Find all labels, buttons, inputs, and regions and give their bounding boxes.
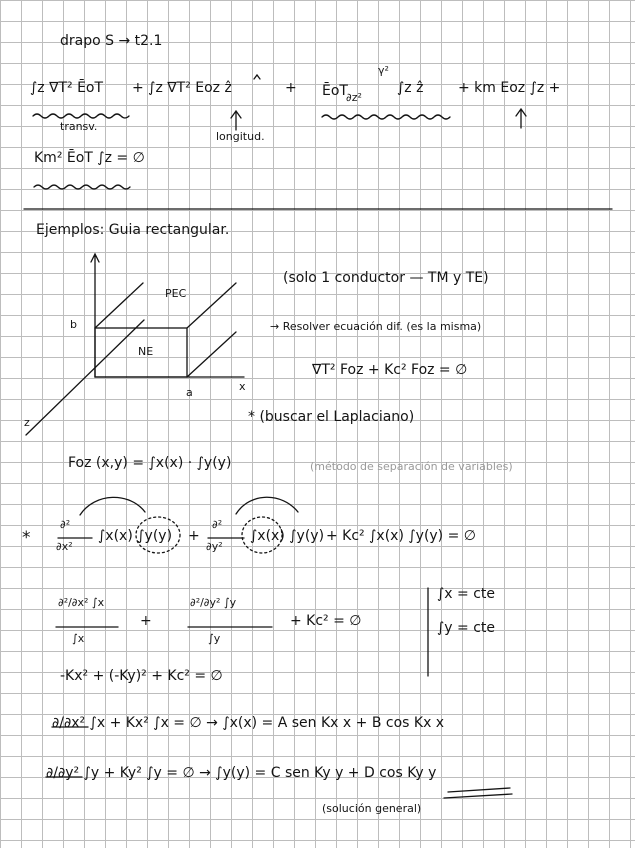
- double-underline-1: [448, 788, 510, 792]
- separation-eq: Foz (x,y) = ∫x(x) · ∫y(y): [68, 455, 232, 471]
- frac-x-num: ∂²/∂x² ∫x: [58, 596, 105, 609]
- diagram-a-label: a: [186, 386, 193, 399]
- k-relation: -Kx² + (-Ky)² + Kc² = ∅: [60, 668, 223, 684]
- eq2: Km² ĒoT ∫z = ∅: [34, 150, 145, 166]
- derivation-star: *: [22, 528, 31, 548]
- frac-x-den: ∫x: [72, 632, 85, 645]
- longitud-label: longitud.: [216, 130, 265, 143]
- arc-arrow-x: [80, 497, 145, 515]
- waveguide-edge-bottom-right: [187, 332, 236, 377]
- note-helmholtz: ∇T² Foz + Kc² Foz = ∅: [312, 362, 468, 378]
- plus-1: +: [188, 528, 200, 544]
- eq1-term4-den: ∂z²: [346, 91, 362, 104]
- page-header: drapo S → t2.1: [60, 33, 163, 49]
- kc2-term: + Kc² = ∅: [290, 613, 362, 629]
- diagram-pec-label: PEC: [165, 287, 187, 300]
- eq1-term5: + km Eoz ∫z +: [458, 80, 561, 96]
- ode-x: ∂/∂x² ∫x + Kx² ∫x = ∅ → ∫x(x) = A sen Kx x + B cos Kx x: [52, 715, 445, 731]
- ode-y: ∂/∂y² ∫y + Ky² ∫y = ∅ → ∫y(y) = C sen Ky y + D cos Ky y: [46, 765, 437, 781]
- d2y-den: ∂y²: [206, 540, 223, 553]
- general-solution-label: (solución general): [322, 802, 422, 815]
- wavy-underline-transv: [33, 114, 129, 118]
- diagram-x-label: x: [239, 380, 246, 393]
- dotted-circle-2: [242, 517, 282, 553]
- eq1-term3: +: [285, 80, 297, 96]
- double-underline-2: [444, 794, 512, 798]
- eq1-term2: + ∫z ∇T² Eoz ẑ: [132, 80, 232, 96]
- note-conductor: (solo 1 conductor — TM y TE): [283, 270, 489, 286]
- arrow-up-longitud: [231, 111, 241, 130]
- d2y-num: ∂²: [212, 518, 223, 531]
- fxfy-term1: ∫x(x) ∫y(y): [98, 528, 173, 544]
- kc-term: + Kc² ∫x(x) ∫y(y) = ∅: [326, 528, 476, 544]
- wavy-underline-eq2: [34, 185, 130, 189]
- eq1-term4b: ∫z ẑ: [397, 80, 424, 96]
- plus-2: +: [140, 613, 152, 629]
- eq1-term4-num: γ²: [378, 64, 389, 77]
- dotted-circle-1: [136, 517, 180, 553]
- note-resolver: → Resolver ecuación dif. (es la misma): [270, 320, 482, 333]
- transv-label: transv.: [60, 120, 98, 133]
- separation-note: (método de separación de variables): [310, 460, 513, 473]
- frac-y-num: ∂²/∂y² ∫y: [190, 596, 237, 609]
- d2x-den: ∂x²: [56, 540, 73, 553]
- fxfy-term2: ∫x(x) ∫y(y): [250, 528, 325, 544]
- diagram-b-label: b: [70, 318, 77, 331]
- diagram-inner-label: NE: [138, 345, 154, 358]
- waveguide-edge-top-left: [95, 283, 143, 328]
- wavy-underline-eq1-right: [322, 115, 450, 119]
- waveguide-edge-top-right: [187, 283, 236, 328]
- eq1-term4a: ĒoT: [322, 83, 348, 99]
- frac-y-den: ∫y: [208, 632, 221, 645]
- note-laplaciano: * (buscar el Laplaciano): [248, 409, 415, 425]
- const-x: ∫x = cte: [437, 586, 496, 602]
- section-title: Ejemplos: Guia rectangular.: [36, 222, 230, 238]
- waveguide-cross-section: [95, 328, 187, 377]
- arc-arrow-y: [236, 497, 298, 514]
- z-hat: [254, 75, 260, 79]
- eq1-term1: ∫z ∇T² ĒoT: [30, 80, 104, 96]
- arrow-up-km: [516, 109, 526, 128]
- d2x-num: ∂²: [60, 518, 71, 531]
- diagram-z-label: z: [24, 416, 30, 429]
- const-y: ∫y = cte: [437, 620, 496, 636]
